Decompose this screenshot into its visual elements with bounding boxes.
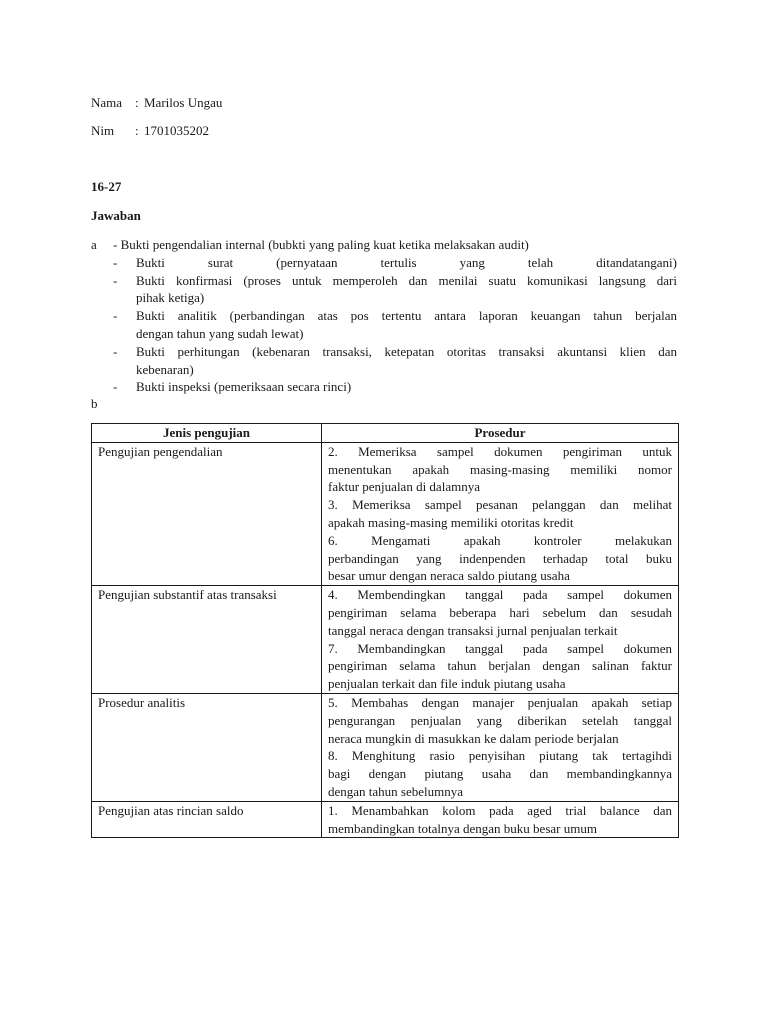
part-a	[91, 236, 677, 396]
test-type-cell: Pengujian substantif atas transaksi	[92, 586, 322, 694]
list-item-text: dengan tahun yang sudah lewat)	[136, 325, 304, 341]
procedure-line: tanggal neraca dengan transaksi jurnal penjualan terkait	[328, 622, 618, 638]
procedure-line: 4. Membendingkan tanggal pada sampel dokumen	[328, 587, 672, 603]
procedure-table	[91, 423, 679, 838]
nim-colon: :	[135, 123, 139, 138]
bullet: -	[113, 379, 118, 395]
name-label: Nama	[91, 95, 123, 110]
procedure-line: 7. Membandingkan tanggal pada sampel dokumen	[328, 640, 672, 656]
part-a-marker: a	[91, 237, 97, 252]
name-colon: :	[135, 95, 139, 110]
test-type-cell: Pengujian pengendalian	[92, 442, 322, 585]
section-number: 16-27	[91, 179, 122, 194]
procedure-line: perbandingan yang indenpenden terhadap total buku	[328, 550, 672, 566]
procedure-line: pengiriman selama beberapa hari sebelum dan sesudah	[328, 604, 672, 620]
procedure-cell	[322, 442, 679, 585]
procedure-line: 3. Memeriksa sampel pesanan pelanggan dan melihat	[328, 497, 672, 513]
column-header-type: Jenis pengujian	[92, 424, 322, 443]
name-line	[91, 95, 222, 111]
list-item-text: pihak ketiga)	[136, 290, 205, 306]
list-item	[91, 378, 677, 396]
list-item	[91, 272, 677, 290]
procedure-line: apakah masing-masing memiliki otoritas kredit	[328, 514, 574, 530]
table-row	[92, 586, 679, 694]
test-type-cell: Prosedur analitis	[92, 693, 322, 801]
list-item	[91, 307, 677, 325]
nim-label: Nim	[91, 123, 115, 138]
table-row	[92, 693, 679, 801]
part-b-marker: b	[91, 396, 98, 411]
procedure-line: 2. Memeriksa sampel dokumen pengiriman untuk	[328, 443, 672, 459]
procedure-line: besar umur dengan neraca saldo piutang usaha	[328, 568, 570, 584]
table-header-row	[92, 424, 679, 443]
procedure-line: membandingkan totalnya dengan buku besar umum	[328, 820, 597, 836]
table-row	[92, 801, 679, 838]
procedure-line: 8. Menghitung rasio penyisihan piutang tak tertagihdi	[328, 748, 672, 764]
list-item-text: Bukti perhitungan (kebenaran transaksi, ketepatan otoritas transaksi akuntansi klien dan	[136, 343, 677, 359]
procedure-line: 6. Mengamati apakah kontroler melakukan	[328, 532, 672, 548]
list-item-text: Bukti surat (pernyataan tertulis yang telah ditandatangani)	[136, 254, 677, 270]
procedure-line: 5. Membahas dengan manajer penjualan apakah setiap	[328, 694, 672, 710]
procedure-cell	[322, 801, 679, 838]
list-item-continuation	[91, 289, 677, 307]
column-header-procedure: Prosedur	[322, 424, 679, 443]
name-value: Marilos Ungau	[144, 95, 223, 110]
list-item-text: kebenaran)	[136, 361, 194, 377]
nim-value: 1701035202	[144, 123, 209, 138]
table-row	[92, 442, 679, 585]
procedure-line: 1. Menambahkan kolom pada aged trial balance dan	[328, 802, 672, 818]
bullet: -	[113, 343, 118, 359]
procedure-line: pengurangan penjualan yang diberikan setelah tanggal	[328, 712, 672, 728]
list-item-continuation	[91, 361, 677, 379]
bullet: -	[113, 272, 118, 288]
bullet: -	[113, 308, 118, 324]
part-a-first-line	[91, 236, 677, 254]
list-item	[91, 343, 677, 361]
list-item-text: Bukti konfirmasi (proses untuk memperoleh dan menilai suatu komunikasi langsung dari	[136, 272, 677, 288]
procedure-cell	[322, 693, 679, 801]
bullet: -	[113, 254, 118, 270]
nim-line	[91, 123, 209, 139]
test-type-cell: Pengujian atas rincian saldo	[92, 801, 322, 838]
procedure-cell	[322, 586, 679, 694]
procedure-line: penjualan terkait dan file induk piutang usaha	[328, 676, 566, 692]
list-item-continuation	[91, 325, 677, 343]
list-item-text: Bukti inspeksi (pemeriksaan secara rinci)	[136, 379, 352, 395]
procedure-line: menentukan apakah masing-masing memiliki nomor	[328, 461, 672, 477]
procedure-line: neraca mungkin di masukkan ke dalam periode berjalan	[328, 730, 619, 746]
list-item-text: Bukti analitik (perbandingan atas pos tertentu antara laporan keuangan tahun berjalan	[136, 308, 677, 324]
part-a-first-item: - Bukti pengendalian internal (bubkti yang paling kuat ketika melaksakan audit)	[113, 237, 529, 252]
list-item	[91, 254, 677, 272]
procedure-line: faktur penjualan di dalamnya	[328, 479, 480, 495]
procedure-line: pengiriman selama tahun berjalan dengan salinan faktur	[328, 658, 672, 674]
answer-heading: Jawaban	[91, 208, 141, 223]
procedure-line: dengan tahun sebelumnya	[328, 783, 464, 799]
procedure-line: bagi dengan piutang usaha dan membandingkannya	[328, 766, 672, 782]
